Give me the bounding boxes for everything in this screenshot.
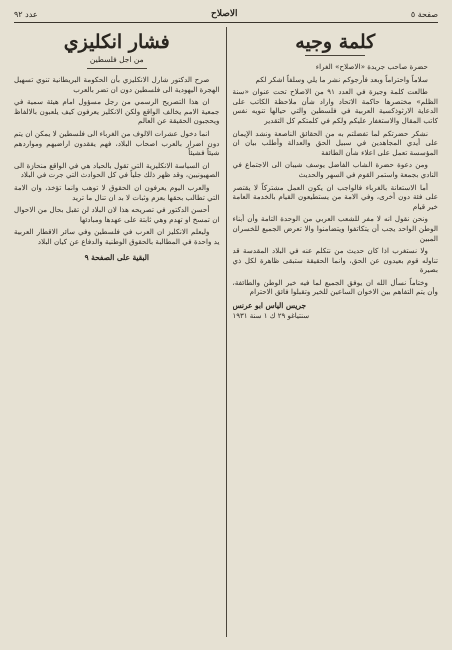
paragraph: أحسن الدكتور في تصريحه هذا لان البلاد لن تقبل بحال من الاحوال ان تمسخ او تهدم وهي ثابتة على عهدها ومبادئها: [14, 205, 220, 224]
left-column-title: فشار انكليزي: [63, 31, 170, 53]
title-divider: [87, 68, 147, 69]
paragraph: سلاماً واحتراماً وبعد فأرجوكم نشر ما يلي وسلفاً اشكر لكم: [255, 74, 428, 84]
paragraph: وليعلم الانكليز ان العرب في فلسطين وفي سائر الاقطار العربية يد واحدة في المطالبة بالحقوق الوطنية والدفاع عن كيان البلاد: [14, 227, 220, 246]
right-column-title: كلمة وجيه: [295, 31, 376, 53]
paragraph: ونحن نقول انه لا مفر للشعب العربي من الوحدة التامة وأن أبناء الوطن الواحد يجب أن يتكاتفوا ويتضامنوا والا تعرض الجميع للخسران المبين: [232, 214, 438, 243]
right-column: [233, 27, 439, 637]
column-divider: [226, 27, 227, 637]
title-divider: [305, 55, 365, 56]
paragraph: وختاماً نسأل الله ان يوفق الجميع لما فيه خير الوطن والطائفة، وأن يتم التفاهم بين الاخوان الساعين للخير وتقبلوا فائق الاحترام: [232, 277, 438, 297]
paragraph: أما الاستعانة بالغرباء فالواجب ان يكون العمل مشتركاً لا يقتصر على فئة دون أخرى، وفي الامة من يستطيعون القيام بالخدمة العامة خير قيام: [232, 182, 438, 211]
page-number: صفحة ٥: [410, 9, 438, 19]
paragraph: طالعت كلمة وجيزة في العدد ٩١ من الاصلاح تحت عنوان «سنة الظلم» مختصرها حاكمة الاتحاد واراد شأن ملاحظة الكاتب على الدعاية الارثوذكسية العربية في فلسطين والتي حيالها تنويه نفس كاتب المقال والاستغفار عليكم ولكم في كلمتكم كل التقدير: [232, 87, 438, 125]
paragraph: ومن دعوة حضرة الشاب الفاضل يوسف شيبان الى الاجتماع في النادي بجمعة واستمر القوم في السهر والحديث: [232, 160, 438, 179]
left-column-body: [14, 75, 220, 247]
paragraph: حضرة صاحب جريدة «الاصلاح» الغراء: [315, 62, 428, 71]
continued-note: البقية على الصفحة ٩: [84, 252, 149, 262]
columns: [14, 27, 438, 637]
page-header: [14, 8, 438, 20]
issue-number: عدد ٩٢: [14, 9, 38, 19]
paragraph: نشكر حضرتكم لما تفضلتم به من الحقائق الناصعة ونشد الإيمان على أيدي المجاهدين في سبيل الحق والعدالة وأطلب بيان ان المؤسسة تعمل على اعلاء شأن الطائفة: [232, 128, 438, 157]
header-rule: [14, 22, 438, 23]
left-column-subtitle: من اجل فلسطين: [89, 55, 144, 64]
article-date: سنتياغو ٢٩ ك ١ سنة ١٩٣١: [232, 312, 310, 321]
paragraph: ولا نستغرب اذا كان حديث من نتكلم عنه في البلاد المقدسة قد تناوله قوم بعيدون عن الحق، وانما الحقيقة ستبقى ظاهرة لكل ذي بصيرة: [232, 246, 438, 275]
author-signature: جريس الياس ابو عرنس: [232, 301, 307, 311]
right-column-body: [233, 62, 439, 297]
left-column: [14, 27, 220, 637]
paragraph: والعرب اليوم يعرفون ان الحقوق لا توهب وانما تؤخذ، وان الامة التي تطالب بحقها بعزم وثبات لا بد ان تنال ما تريد: [14, 182, 220, 202]
masthead: الاصلاح: [211, 9, 238, 19]
paragraph: صرح الدكتور شارل الانكليزي بأن الحكومة البريطانية تنوي تسهيل الهجرة اليهودية الى فلسطين دون ان تضر بالعرب: [14, 75, 220, 94]
paragraph: ان هذا التصريح الرسمي من رجل مسؤول امام هيئة سمية في جمعية الامم يخالف الواقع ولكن الانكليز يعرفون كيف يلعبون بالالفاظ ويحجبون الحقيقة عن العالم: [14, 97, 220, 126]
paragraph: ان السياسة الانكليزية التي تقول بالحياد هي في الواقع منحازة الى الصهيونيين، وقد ظهر ذلك جلياً في كل الحوادث التي جرت في البلاد: [14, 160, 220, 180]
paragraph: انما دخول عشرات الالوف من الغرباء الى فلسطين لا يمكن ان يتم دون اضرار بالعرب اصحاب البلاد، فهم يفقدون اراضيهم ومواردهم شيئاً فشيئاً: [14, 128, 220, 158]
